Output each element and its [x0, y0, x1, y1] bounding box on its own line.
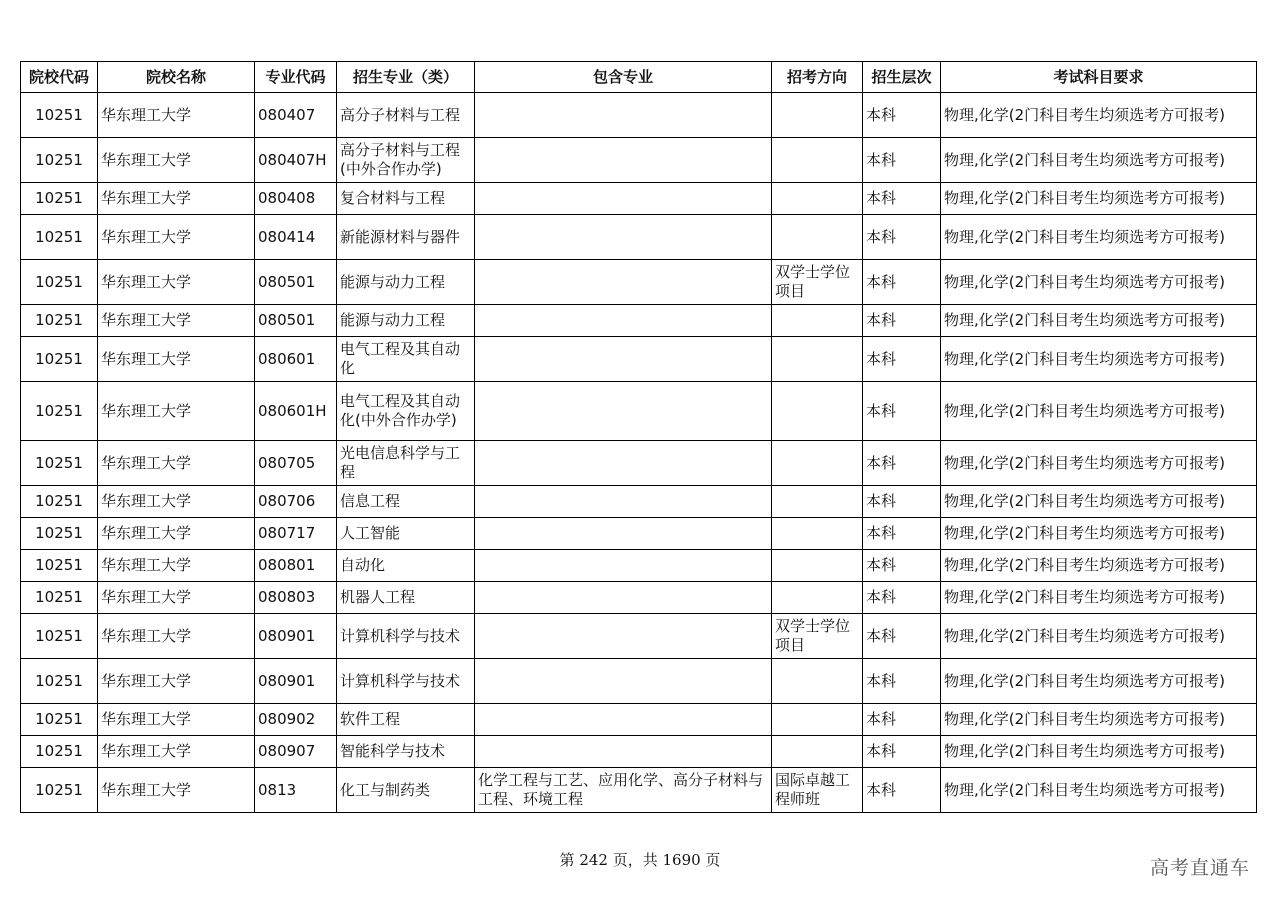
table-row [21, 138, 1257, 183]
header-requirement: 考试科目要求 [941, 62, 1257, 93]
cell-major-code: 080407 [255, 93, 337, 138]
cell-major: 复合材料与工程 [337, 183, 475, 215]
cell-major: 新能源材料与器件 [337, 215, 475, 260]
cell-direction [772, 337, 863, 382]
cell-school-name: 华东理工大学 [98, 382, 255, 441]
cell-requirement: 物理,化学(2门科目考生均须选考方可报考) [941, 260, 1257, 305]
cell-level: 本科 [863, 659, 941, 704]
cell-school-code: 10251 [21, 183, 98, 215]
cell-requirement: 物理,化学(2门科目考生均须选考方可报考) [941, 736, 1257, 768]
cell-major-code: 080501 [255, 260, 337, 305]
cell-level: 本科 [863, 518, 941, 550]
table-row [21, 382, 1257, 441]
cell-school-name: 华东理工大学 [98, 337, 255, 382]
cell-major-code: 080717 [255, 518, 337, 550]
cell-major: 智能科学与技术 [337, 736, 475, 768]
cell-school-name: 华东理工大学 [98, 183, 255, 215]
cell-school-name: 华东理工大学 [98, 93, 255, 138]
page-number: 第 242 页，共 1690 页 [559, 851, 721, 869]
cell-school-code: 10251 [21, 486, 98, 518]
cell-major-code: 080705 [255, 441, 337, 486]
cell-requirement: 物理,化学(2门科目考生均须选考方可报考) [941, 768, 1257, 813]
cell-requirement: 物理,化学(2门科目考生均须选考方可报考) [941, 614, 1257, 659]
cell-requirement: 物理,化学(2门科目考生均须选考方可报考) [941, 215, 1257, 260]
cell-major-code: 080601H [255, 382, 337, 441]
cell-level: 本科 [863, 138, 941, 183]
cell-requirement: 物理,化学(2门科目考生均须选考方可报考) [941, 337, 1257, 382]
table-row [21, 183, 1257, 215]
cell-level: 本科 [863, 486, 941, 518]
cell-school-code: 10251 [21, 704, 98, 736]
cell-school-code: 10251 [21, 215, 98, 260]
cell-level: 本科 [863, 550, 941, 582]
cell-included [475, 260, 772, 305]
cell-requirement: 物理,化学(2门科目考生均须选考方可报考) [941, 486, 1257, 518]
cell-major: 信息工程 [337, 486, 475, 518]
cell-direction [772, 704, 863, 736]
cell-direction [772, 183, 863, 215]
cell-school-name: 华东理工大学 [98, 659, 255, 704]
cell-major-code: 080407H [255, 138, 337, 183]
cell-direction [772, 659, 863, 704]
cell-included [475, 382, 772, 441]
cell-school-code: 10251 [21, 93, 98, 138]
header-included: 包含专业 [475, 62, 772, 93]
table-row [21, 704, 1257, 736]
table-row [21, 582, 1257, 614]
header-direction: 招考方向 [772, 62, 863, 93]
table-row [21, 486, 1257, 518]
cell-school-name: 华东理工大学 [98, 550, 255, 582]
cell-level: 本科 [863, 93, 941, 138]
cell-major-code: 080501 [255, 305, 337, 337]
cell-major-code: 080414 [255, 215, 337, 260]
cell-included [475, 305, 772, 337]
cell-major-code: 080803 [255, 582, 337, 614]
cell-included [475, 93, 772, 138]
table-row [21, 614, 1257, 659]
cell-major-code: 080408 [255, 183, 337, 215]
cell-major: 软件工程 [337, 704, 475, 736]
cell-included: 化学工程与工艺、应用化学、高分子材料与工程、环境工程 [475, 768, 772, 813]
cell-requirement: 物理,化学(2门科目考生均须选考方可报考) [941, 518, 1257, 550]
cell-school-name: 华东理工大学 [98, 486, 255, 518]
cell-direction [772, 486, 863, 518]
table-row [21, 337, 1257, 382]
cell-direction: 国际卓越工程师班 [772, 768, 863, 813]
cell-direction [772, 93, 863, 138]
cell-school-code: 10251 [21, 582, 98, 614]
cell-level: 本科 [863, 260, 941, 305]
cell-major: 电气工程及其自动化(中外合作办学) [337, 382, 475, 441]
cell-school-name: 华东理工大学 [98, 441, 255, 486]
cell-major: 光电信息科学与工程 [337, 441, 475, 486]
cell-major: 电气工程及其自动化 [337, 337, 475, 382]
cell-major-code: 080801 [255, 550, 337, 582]
cell-school-name: 华东理工大学 [98, 614, 255, 659]
cell-included [475, 614, 772, 659]
cell-school-code: 10251 [21, 736, 98, 768]
table-row [21, 215, 1257, 260]
cell-level: 本科 [863, 704, 941, 736]
cell-level: 本科 [863, 614, 941, 659]
cell-direction [772, 305, 863, 337]
cell-direction [772, 582, 863, 614]
admissions-table [20, 61, 1257, 813]
cell-included [475, 486, 772, 518]
cell-school-name: 华东理工大学 [98, 260, 255, 305]
table-row [21, 305, 1257, 337]
cell-included [475, 215, 772, 260]
table-row [21, 518, 1257, 550]
cell-requirement: 物理,化学(2门科目考生均须选考方可报考) [941, 183, 1257, 215]
cell-level: 本科 [863, 215, 941, 260]
table-row [21, 93, 1257, 138]
cell-school-code: 10251 [21, 518, 98, 550]
header-level: 招生层次 [863, 62, 941, 93]
table-row [21, 659, 1257, 704]
cell-major: 机器人工程 [337, 582, 475, 614]
watermark-text: 高考直通车 [1149, 857, 1250, 879]
cell-major-code: 0813 [255, 768, 337, 813]
cell-included [475, 441, 772, 486]
cell-direction: 双学士学位项目 [772, 260, 863, 305]
cell-school-code: 10251 [21, 659, 98, 704]
table-row [21, 550, 1257, 582]
cell-school-name: 华东理工大学 [98, 736, 255, 768]
cell-direction [772, 518, 863, 550]
cell-included [475, 550, 772, 582]
cell-level: 本科 [863, 183, 941, 215]
cell-included [475, 183, 772, 215]
cell-major-code: 080706 [255, 486, 337, 518]
cell-included [475, 337, 772, 382]
cell-school-name: 华东理工大学 [98, 305, 255, 337]
header-school-name: 院校名称 [98, 62, 255, 93]
cell-direction [772, 441, 863, 486]
cell-school-code: 10251 [21, 382, 98, 441]
cell-major: 能源与动力工程 [337, 260, 475, 305]
cell-major: 计算机科学与技术 [337, 659, 475, 704]
cell-major-code: 080901 [255, 659, 337, 704]
cell-school-name: 华东理工大学 [98, 138, 255, 183]
table-row [21, 736, 1257, 768]
table-row [21, 768, 1257, 813]
cell-school-name: 华东理工大学 [98, 704, 255, 736]
cell-level: 本科 [863, 736, 941, 768]
cell-requirement: 物理,化学(2门科目考生均须选考方可报考) [941, 305, 1257, 337]
cell-level: 本科 [863, 582, 941, 614]
cell-included [475, 736, 772, 768]
table-row [21, 441, 1257, 486]
cell-included [475, 704, 772, 736]
cell-school-name: 华东理工大学 [98, 582, 255, 614]
cell-school-name: 华东理工大学 [98, 215, 255, 260]
cell-direction [772, 736, 863, 768]
cell-requirement: 物理,化学(2门科目考生均须选考方可报考) [941, 550, 1257, 582]
cell-direction [772, 138, 863, 183]
cell-school-code: 10251 [21, 768, 98, 813]
cell-requirement: 物理,化学(2门科目考生均须选考方可报考) [941, 704, 1257, 736]
cell-school-code: 10251 [21, 441, 98, 486]
cell-school-code: 10251 [21, 260, 98, 305]
cell-level: 本科 [863, 337, 941, 382]
cell-direction [772, 550, 863, 582]
header-school-code: 院校代码 [21, 62, 98, 93]
cell-requirement: 物理,化学(2门科目考生均须选考方可报考) [941, 441, 1257, 486]
cell-major: 人工智能 [337, 518, 475, 550]
cell-major: 高分子材料与工程(中外合作办学) [337, 138, 475, 183]
cell-level: 本科 [863, 441, 941, 486]
cell-major: 自动化 [337, 550, 475, 582]
cell-school-code: 10251 [21, 550, 98, 582]
cell-included [475, 659, 772, 704]
cell-major: 计算机科学与技术 [337, 614, 475, 659]
cell-school-name: 华东理工大学 [98, 518, 255, 550]
header-major: 招生专业（类） [337, 62, 475, 93]
cell-major-code: 080907 [255, 736, 337, 768]
cell-direction: 双学士学位项目 [772, 614, 863, 659]
table-row [21, 260, 1257, 305]
cell-included [475, 138, 772, 183]
cell-level: 本科 [863, 768, 941, 813]
cell-major: 能源与动力工程 [337, 305, 475, 337]
cell-requirement: 物理,化学(2门科目考生均须选考方可报考) [941, 659, 1257, 704]
cell-requirement: 物理,化学(2门科目考生均须选考方可报考) [941, 93, 1257, 138]
cell-requirement: 物理,化学(2门科目考生均须选考方可报考) [941, 582, 1257, 614]
cell-major-code: 080601 [255, 337, 337, 382]
cell-school-code: 10251 [21, 614, 98, 659]
cell-school-code: 10251 [21, 138, 98, 183]
cell-direction [772, 382, 863, 441]
cell-requirement: 物理,化学(2门科目考生均须选考方可报考) [941, 382, 1257, 441]
cell-school-code: 10251 [21, 337, 98, 382]
header-row [21, 62, 1257, 93]
cell-included [475, 518, 772, 550]
cell-level: 本科 [863, 382, 941, 441]
cell-major: 高分子材料与工程 [337, 93, 475, 138]
cell-direction [772, 215, 863, 260]
cell-requirement: 物理,化学(2门科目考生均须选考方可报考) [941, 138, 1257, 183]
header-major-code: 专业代码 [255, 62, 337, 93]
cell-school-code: 10251 [21, 305, 98, 337]
cell-major-code: 080902 [255, 704, 337, 736]
cell-school-name: 华东理工大学 [98, 768, 255, 813]
cell-major-code: 080901 [255, 614, 337, 659]
cell-major: 化工与制药类 [337, 768, 475, 813]
cell-included [475, 582, 772, 614]
cell-level: 本科 [863, 305, 941, 337]
